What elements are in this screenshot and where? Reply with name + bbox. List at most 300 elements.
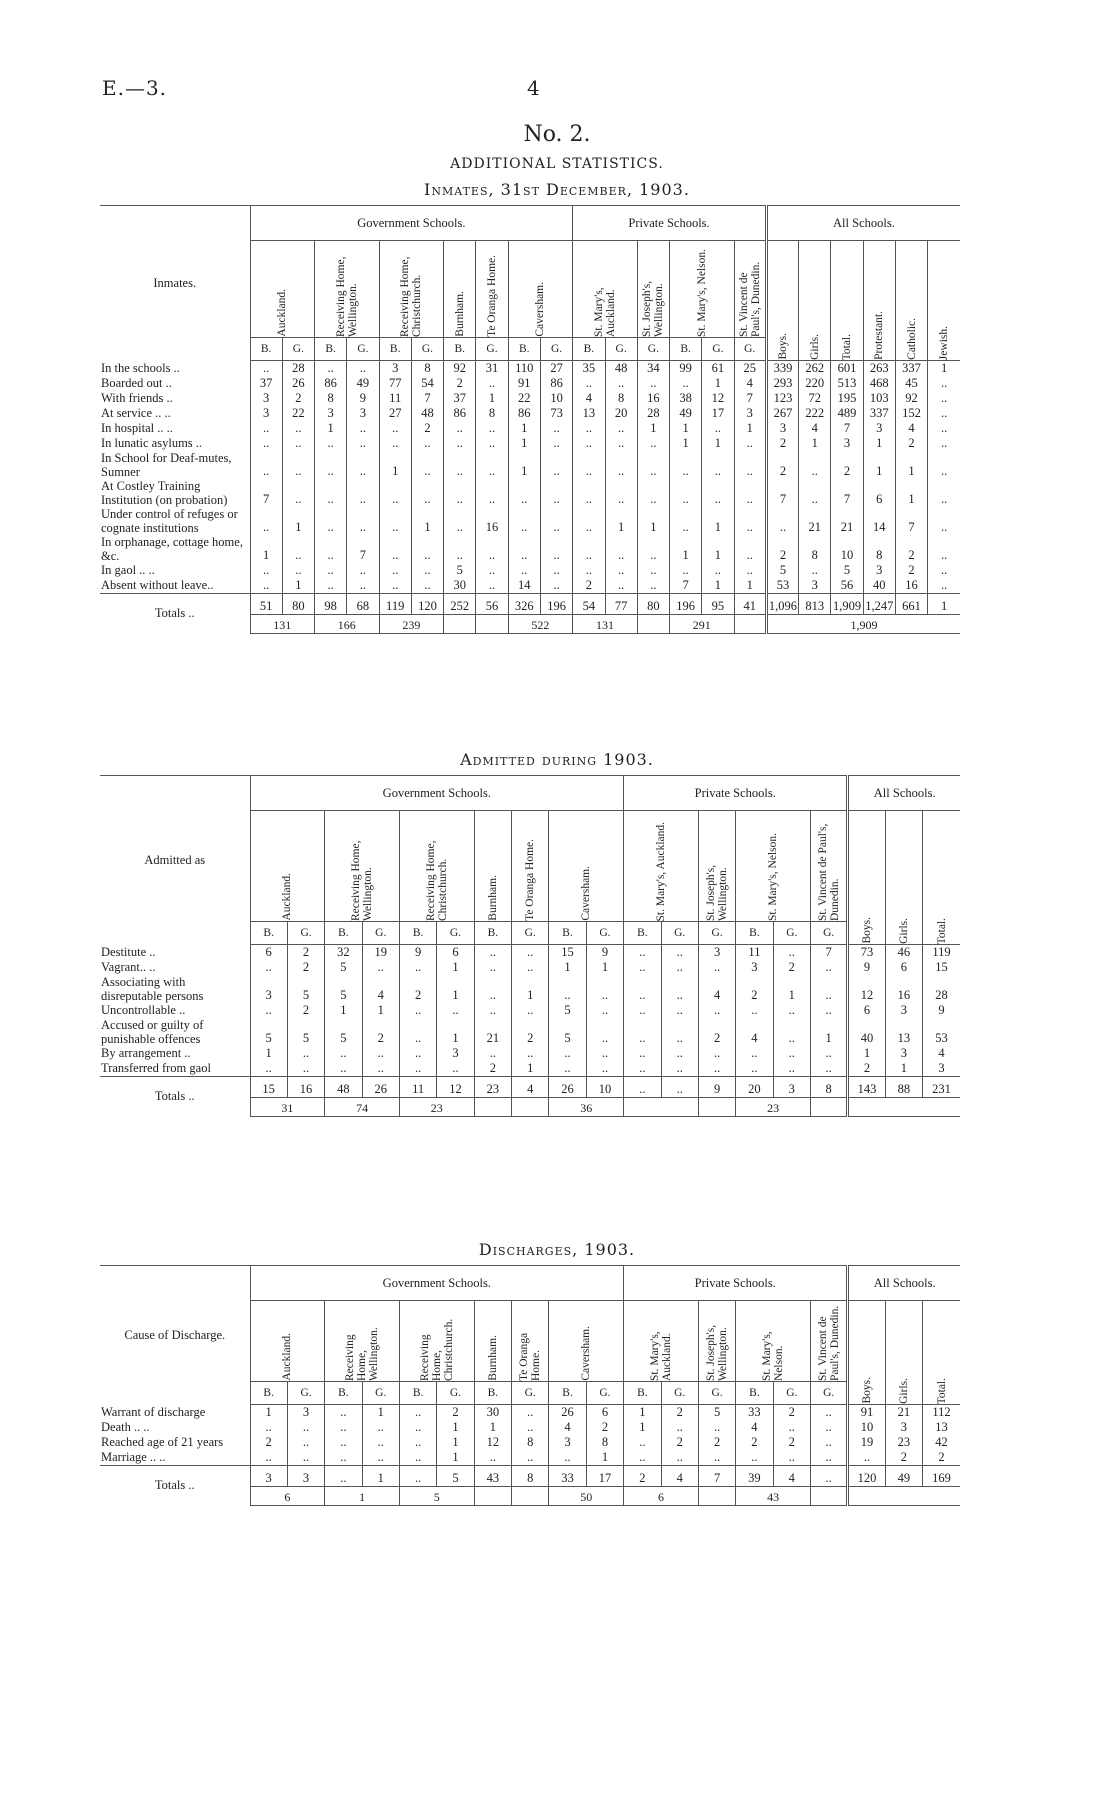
table-cell: .. [624, 1003, 661, 1018]
table-cell: 6 [586, 1405, 623, 1421]
subtotal-cell [476, 615, 508, 634]
table-cell: .. [325, 1405, 362, 1421]
table-cell: .. [661, 945, 698, 961]
column-header-text: Burnham. [486, 875, 499, 921]
boys-girls-header: G. [605, 338, 637, 361]
table-cell: 7 [411, 391, 443, 406]
table-cell: 1 [586, 960, 623, 975]
table-cell: .. [928, 436, 960, 451]
totals-cell: 49 [885, 1466, 922, 1487]
table-cell: 14 [508, 578, 540, 594]
table-cell: 2 [444, 376, 476, 391]
table-cell: 17 [702, 406, 734, 421]
table-cell: 2 [766, 436, 798, 451]
table-cell: 1 [437, 1420, 474, 1435]
table-cell: .. [810, 1003, 847, 1018]
table-cell: 1 [624, 1420, 661, 1435]
row-label: In lunatic asylums .. [101, 436, 203, 450]
row-label: Death .. .. [101, 1420, 150, 1434]
table-cell: 4 [573, 391, 605, 406]
table-cell: .. [573, 421, 605, 436]
group-private: Private Schools. [624, 776, 848, 811]
table-cell: 263 [863, 361, 895, 377]
table-cell: 3 [885, 1420, 922, 1435]
table-cell: .. [928, 535, 960, 563]
admitted-title: Admitted during 1903. [460, 750, 654, 769]
boys-girls-header: G. [661, 922, 698, 945]
row-label: Reached age of 21 years [101, 1435, 224, 1449]
table-cell: 86 [540, 376, 572, 391]
table-cell: .. [928, 479, 960, 507]
table-cell: 23 [885, 1435, 922, 1450]
totals-cell: 68 [347, 594, 379, 615]
totals-cell: 39 [736, 1466, 773, 1487]
table-cell: .. [315, 451, 347, 479]
table-cell: 1 [670, 421, 702, 436]
table-cell: 86 [315, 376, 347, 391]
table-cell: 12 [474, 1435, 511, 1450]
table-cell: 38 [670, 391, 702, 406]
table-cell: .. [315, 535, 347, 563]
column-header [444, 241, 476, 338]
table-cell: .. [250, 361, 282, 377]
table-cell: 1 [437, 1018, 474, 1046]
table-cell: .. [282, 479, 314, 507]
boys-girls-header: G. [476, 338, 508, 361]
column-header-text: St. Joseph's, Wellington. [705, 864, 730, 921]
totals-cell: 661 [895, 594, 927, 615]
table-cell: 7 [895, 507, 927, 535]
boys-girls-header: B. [670, 338, 702, 361]
table-cell: .. [512, 1405, 549, 1421]
table-cell: 2 [848, 1061, 885, 1077]
table-cell: .. [549, 1061, 586, 1077]
totals-cell: .. [624, 1077, 661, 1098]
table-cell: 222 [799, 406, 831, 421]
page-number: 4 [527, 76, 540, 100]
table-cell: .. [347, 507, 379, 535]
totals-cell: 80 [637, 594, 669, 615]
table-cell: 46 [885, 945, 922, 961]
column-header [549, 1301, 624, 1382]
totals-cell: 326 [508, 594, 540, 615]
table-cell: 5 [250, 1018, 287, 1046]
table-cell: .. [573, 507, 605, 535]
table-cell: .. [773, 1018, 810, 1046]
table-cell: .. [661, 1450, 698, 1466]
table-cell: .. [411, 451, 443, 479]
subtotal-cell: 31 [250, 1098, 325, 1117]
table-cell: 1 [895, 451, 927, 479]
table-cell: .. [605, 578, 637, 594]
table-cell: .. [379, 535, 411, 563]
subtotal-cell [637, 615, 669, 634]
table-cell: 1 [670, 436, 702, 451]
table-cell: .. [734, 507, 766, 535]
column-header-text: St. Joseph's, Wellington. [641, 280, 666, 337]
table-cell: 6 [885, 960, 922, 975]
table-cell: 1 [250, 1046, 287, 1061]
totals-cell: 51 [250, 594, 282, 615]
table-cell: .. [250, 421, 282, 436]
table-cell: .. [379, 507, 411, 535]
table-cell: 2 [437, 1405, 474, 1421]
totals-cell: 11 [399, 1077, 436, 1098]
column-header [624, 1301, 699, 1382]
boys-girls-header: B. [624, 922, 661, 945]
table-cell: 1 [362, 1003, 399, 1018]
table-cell: 4 [362, 975, 399, 1003]
table-cell: 4 [799, 421, 831, 436]
table-cell: 4 [549, 1420, 586, 1435]
table-cell: 5 [549, 1003, 586, 1018]
boys-girls-header: B. [379, 338, 411, 361]
table-cell: 16 [895, 578, 927, 594]
table-cell: 2 [766, 451, 798, 479]
table-cell: 37 [250, 376, 282, 391]
table-cell: .. [476, 479, 508, 507]
table-cell: .. [315, 578, 347, 594]
table-cell: .. [315, 361, 347, 377]
table-cell: .. [773, 1003, 810, 1018]
table-cell: .. [444, 421, 476, 436]
subtotal-cell [848, 1098, 960, 1117]
table-cell: 49 [347, 376, 379, 391]
row-label: Transferred from gaol [101, 1061, 211, 1075]
table-cell: .. [250, 451, 282, 479]
column-header [698, 811, 735, 922]
table-cell: 2 [895, 436, 927, 451]
subtotal-cell: 291 [670, 615, 735, 634]
totals-cell: 9 [698, 1077, 735, 1098]
table-cell: .. [325, 1450, 362, 1466]
table-cell: .. [670, 479, 702, 507]
table-cell: 20 [605, 406, 637, 421]
table-cell: 2 [923, 1450, 960, 1466]
subtotal-cell: 23 [736, 1098, 811, 1117]
table-cell: .. [637, 479, 669, 507]
subtotal-cell [512, 1098, 549, 1117]
table-cell: .. [637, 451, 669, 479]
table-cell: 92 [895, 391, 927, 406]
table-cell: 267 [766, 406, 798, 421]
table-cell: .. [250, 436, 282, 451]
table-cell: .. [698, 960, 735, 975]
table-cell: 2 [895, 563, 927, 578]
table-cell: .. [282, 563, 314, 578]
row-label: Vagrant.. .. [101, 960, 156, 974]
table-cell: 3 [347, 406, 379, 421]
table-cell: 1 [411, 507, 443, 535]
table-cell: 7 [831, 479, 863, 507]
table-cell: .. [605, 451, 637, 479]
table-cell: .. [637, 563, 669, 578]
table-cell: .. [444, 451, 476, 479]
table-cell: .. [399, 960, 436, 975]
table-cell: 3 [863, 421, 895, 436]
table-cell: .. [549, 1046, 586, 1061]
row-label: Boarded out .. [101, 376, 172, 390]
table-cell: 2 [736, 975, 773, 1003]
row-label: At Costley Training Institution (on probation) [101, 479, 228, 507]
table-cell: .. [736, 1046, 773, 1061]
table-cell: .. [661, 1420, 698, 1435]
row-label: By arrangement .. [101, 1046, 191, 1060]
table-cell: 13 [923, 1420, 960, 1435]
table-cell: .. [362, 1450, 399, 1466]
table-cell: 1 [702, 535, 734, 563]
table-cell: .. [637, 535, 669, 563]
column-header-text: Total. [935, 1377, 948, 1404]
column-header-text: Receiving Home, Wellington. [334, 256, 359, 337]
totals-cell: 95 [702, 594, 734, 615]
totals-cell: 80 [282, 594, 314, 615]
table-cell: .. [540, 578, 572, 594]
table-cell: .. [810, 960, 847, 975]
table-cell: .. [347, 436, 379, 451]
table-cell: .. [928, 421, 960, 436]
table-cell: .. [399, 1420, 436, 1435]
table-cell: 468 [863, 376, 895, 391]
table-cell: 2 [250, 1435, 287, 1450]
table-cell: .. [586, 1018, 623, 1046]
table-cell: .. [399, 1003, 436, 1018]
table-cell: .. [698, 1450, 735, 1466]
totals-cell: 3 [773, 1077, 810, 1098]
column-header [250, 241, 315, 338]
document-title: ADDITIONAL STATISTICS. [450, 156, 664, 172]
table-cell: .. [250, 578, 282, 594]
table-cell: 26 [549, 1405, 586, 1421]
table-cell: 1 [586, 1450, 623, 1466]
table-cell: 48 [605, 361, 637, 377]
table-cell: 21 [474, 1018, 511, 1046]
totals-cell: 252 [444, 594, 476, 615]
table-cell: 1 [512, 975, 549, 1003]
column-header-text: Girls. [897, 918, 910, 944]
table-cell: .. [810, 1405, 847, 1421]
table-cell: 19 [362, 945, 399, 961]
table-cell: 4 [923, 1046, 960, 1061]
table-cell: 152 [895, 406, 927, 421]
table-cell: .. [736, 1450, 773, 1466]
boys-girls-header: B. [549, 922, 586, 945]
table-cell: 21 [831, 507, 863, 535]
table-cell: 10 [540, 391, 572, 406]
totals-cell: 12 [437, 1077, 474, 1098]
boys-girls-header: G. [362, 922, 399, 945]
row-label: Absent without leave.. [101, 578, 214, 592]
totals-cell: 1 [362, 1466, 399, 1487]
table-cell: .. [347, 421, 379, 436]
table-cell: .. [474, 1046, 511, 1061]
totals-cell: 23 [474, 1077, 511, 1098]
table-cell: 1 [885, 1061, 922, 1077]
column-header [325, 1301, 400, 1382]
table-cell: .. [437, 1061, 474, 1077]
table-cell: 2 [399, 975, 436, 1003]
table-cell: .. [362, 1061, 399, 1077]
table-cell: .. [573, 436, 605, 451]
totals-cell: 4 [661, 1466, 698, 1487]
table-cell: 2 [362, 1018, 399, 1046]
totals-cell: 3 [250, 1466, 287, 1487]
table-cell: 1 [282, 578, 314, 594]
subtotal-cell: 166 [315, 615, 380, 634]
table-cell: 26 [282, 376, 314, 391]
column-header [885, 1301, 922, 1405]
table-cell: .. [399, 1061, 436, 1077]
row-label: In gaol .. .. [101, 563, 155, 577]
table-cell: 601 [831, 361, 863, 377]
table-cell: 8 [799, 535, 831, 563]
table-cell: 16 [476, 507, 508, 535]
column-header [923, 811, 960, 945]
table-cell: .. [670, 563, 702, 578]
table-cell: .. [540, 451, 572, 479]
boys-girls-header: B. [315, 338, 347, 361]
column-header [315, 241, 380, 338]
totals-cell: 1,096 [766, 594, 798, 615]
table-cell: .. [540, 436, 572, 451]
table-cell: 7 [670, 578, 702, 594]
totals-cell: 7 [698, 1466, 735, 1487]
table-cell: .. [624, 945, 661, 961]
table-cell: .. [624, 960, 661, 975]
table-cell: 2 [895, 535, 927, 563]
table-cell: 86 [444, 406, 476, 421]
boys-girls-header: B. [508, 338, 540, 361]
table-cell: 1 [734, 421, 766, 436]
table-cell: .. [476, 436, 508, 451]
totals-cell: 169 [923, 1466, 960, 1487]
subtotal-cell [624, 1098, 699, 1117]
table-cell: 3 [831, 436, 863, 451]
admitted-table [100, 775, 960, 1117]
totals-cell: 120 [848, 1466, 885, 1487]
table-cell: 339 [766, 361, 798, 377]
subtotal-cell [810, 1487, 847, 1506]
totals-cell: 196 [670, 594, 702, 615]
totals-cell: .. [661, 1077, 698, 1098]
table-cell: .. [474, 945, 511, 961]
table-cell: .. [512, 1003, 549, 1018]
table-cell: 12 [848, 975, 885, 1003]
table-cell: .. [347, 578, 379, 594]
table-cell: 8 [476, 406, 508, 421]
table-cell: 77 [379, 376, 411, 391]
totals-cell: 120 [411, 594, 443, 615]
column-header-text: Protestant. [873, 311, 886, 360]
table-cell: 12 [702, 391, 734, 406]
table-cell: .. [347, 479, 379, 507]
totals-cell: 1,247 [863, 594, 895, 615]
table-cell: 4 [734, 376, 766, 391]
table-number: No. 2. [523, 122, 591, 147]
table-cell: .. [799, 563, 831, 578]
table-cell: 1 [474, 1420, 511, 1435]
table-cell: .. [736, 1061, 773, 1077]
table-cell: .. [282, 451, 314, 479]
table-cell: 6 [250, 945, 287, 961]
table-cell: .. [702, 479, 734, 507]
discharges-table [100, 1265, 960, 1506]
subtotal-cell: 1 [325, 1487, 400, 1506]
column-header [848, 811, 885, 945]
totals-cell: 231 [923, 1077, 960, 1098]
totals-cell: 196 [540, 594, 572, 615]
column-header-text: Auckland. [276, 289, 289, 337]
table-cell: 4 [736, 1420, 773, 1435]
table-cell: 13 [885, 1018, 922, 1046]
subtotal-cell [512, 1487, 549, 1506]
totals-label: Totals .. [100, 1466, 250, 1506]
table-cell: 3 [923, 1061, 960, 1077]
column-header-text: Receiving Home, Christchurch. [399, 256, 424, 337]
table-cell: .. [773, 1450, 810, 1466]
table-cell: .. [928, 578, 960, 594]
table-cell: .. [315, 436, 347, 451]
column-header-text: St. Joseph's, Wellington. [705, 1324, 730, 1381]
totals-label: Totals .. [100, 1077, 250, 1117]
table-cell: .. [702, 421, 734, 436]
table-cell: .. [605, 436, 637, 451]
table-cell: 1 [512, 1061, 549, 1077]
table-cell: .. [661, 1018, 698, 1046]
boys-girls-header: B. [250, 338, 282, 361]
table-cell: 3 [379, 361, 411, 377]
table-cell: 72 [799, 391, 831, 406]
table-cell: .. [702, 563, 734, 578]
boys-girls-header: G. [437, 1382, 474, 1405]
column-header [512, 1301, 549, 1382]
table-cell: 337 [895, 361, 927, 377]
table-cell: 6 [437, 945, 474, 961]
subtotal-cell [698, 1098, 735, 1117]
column-header [474, 1301, 511, 1382]
document-reference: E.—3. [102, 76, 168, 100]
table-cell: 19 [848, 1435, 885, 1450]
table-cell: .. [810, 975, 847, 1003]
table-cell: 42 [923, 1435, 960, 1450]
table-cell: 54 [411, 376, 443, 391]
table-cell: .. [773, 945, 810, 961]
table-cell: .. [476, 535, 508, 563]
table-cell: 2 [474, 1061, 511, 1077]
table-cell: 3 [736, 960, 773, 975]
column-header-text: Te Oranga Home. [485, 255, 498, 337]
table-cell: .. [637, 578, 669, 594]
table-cell: .. [287, 1450, 324, 1466]
table-cell: .. [624, 1061, 661, 1077]
table-cell: .. [362, 1420, 399, 1435]
table-cell: .. [362, 960, 399, 975]
table-cell: 112 [923, 1405, 960, 1421]
boys-girls-header: G. [512, 922, 549, 945]
boys-girls-header: G. [437, 922, 474, 945]
table-cell: 3 [315, 406, 347, 421]
table-cell: .. [734, 563, 766, 578]
column-header-text: St. Mary's, Nelson. [695, 248, 708, 337]
table-cell: .. [474, 1450, 511, 1466]
group-government: Government Schools. [250, 1266, 624, 1301]
totals-cell: 1 [928, 594, 960, 615]
table-cell: 35 [573, 361, 605, 377]
table-cell: 1 [282, 507, 314, 535]
table-cell: .. [250, 563, 282, 578]
row-label: At service .. .. [101, 406, 171, 420]
table-cell: .. [773, 1061, 810, 1077]
